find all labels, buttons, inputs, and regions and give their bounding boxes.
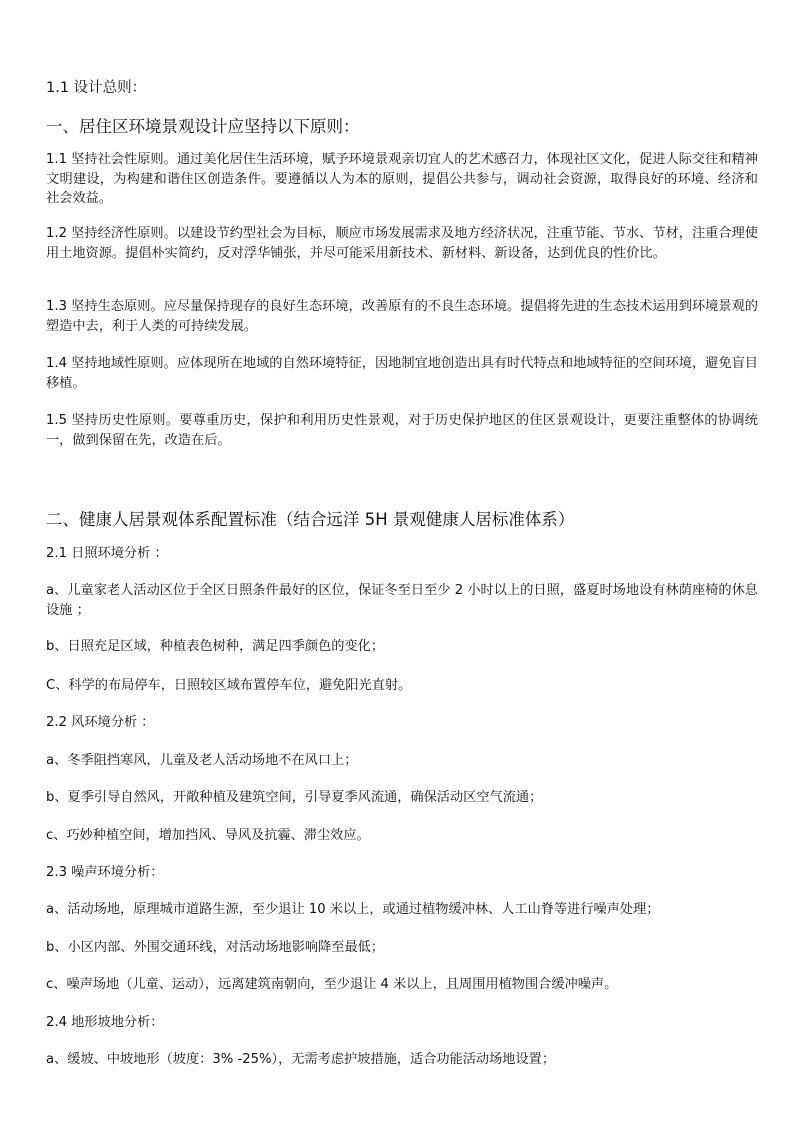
principle-regional: 1.4 坚持地域性原则。应体现所在地域的自然环境特征，因地制宜地创造出具有时代特点和地域特征的空间环境，避免盲目移植。 (46, 356, 758, 391)
noise-item-b: b、小区内部、外围交通环线，对活动场地影响降至最低； (46, 940, 385, 955)
subsection-title-sunlight: 2.1 日照环境分析 ： (46, 546, 168, 561)
noise-item-c: c、噪声场地（儿童、运动），远离建筑南朝向，至少退让 4 米以上，且周围用植物围合缓冲噪声。 (46, 977, 618, 992)
sunlight-item-c: C、科学的布局停车，日照较区域布置停车位，避免阳光直射。 (46, 678, 412, 693)
subsection-title-noise: 2.3 噪声环境分析： (46, 865, 164, 880)
subheading-residential-principles: 一、居住区环境景观设计应坚持以下原则： (46, 117, 360, 136)
wind-item-b: b、夏季引导自然风，开敞种植及建筑空间，引导夏季风流通，确保活动区空气流通； (46, 790, 543, 805)
subsection-title-wind: 2.2 风环境分析 ： (46, 715, 155, 730)
section-heading-design-principles: 1.1 设计总则： (46, 80, 147, 96)
principle-ecological: 1.3 坚持生态原则。应尽量保持现存的良好生态环境，改善原有的不良生态环境。提倡将先进的生态技术运用到环境景观的塑造中去，利于人类的可持续发展。 (46, 299, 758, 334)
terrain-item-a: a、缓坡、中坡地形（坡度：3% -25%），无需考虑护坡措施，适合功能活动场地设置； (46, 1052, 556, 1067)
sunlight-item-b: b、日照充足区域，种植表色树种，满足四季颜色的变化； (46, 639, 385, 654)
wind-item-a: a、冬季阻挡寒风，儿童及老人活动场地不在风口上； (46, 753, 358, 768)
wind-item-c: c、巧妙种植空间，增加挡风、导风及抗霾、滞尘效应。 (46, 828, 370, 843)
noise-item-a: a、活动场地，原理城市道路生源，至少退让 10 米以上，或通过植物缓冲林、人工山脊等进行噪声处理； (46, 902, 660, 917)
section-heading-health-landscape: 二、健康人居景观体系配置标准（结合远洋 5H 景观健康人居标准体系） (46, 510, 575, 529)
principle-historical: 1.5 坚持历史性原则。要尊重历史，保护和利用历史性景观，对于历史保护地区的住区景观设计，更要注重整体的协调统一，做到保留在先，改造在后。 (46, 413, 758, 448)
subsection-title-terrain: 2.4 地形坡地分析： (46, 1015, 164, 1030)
principle-economic: 1.2 坚持经济性原则。以建设节约型社会为目标，顺应市场发展需求及地方经济状况，注重节能、节水、节材，注重合理使用土地资源。提倡朴实简约，反对浮华铺张，并尽可能采用新技术、新材料、新设备，达到优良的性价比。 (46, 226, 758, 261)
sunlight-item-a: a、儿童家老人活动区位于全区日照条件最好的区位，保证冬至日至少 2 小时以上的日照，盛夏时场地设有林荫座椅的休息设施 ； (46, 583, 758, 618)
principle-social: 1.1 坚持社会性原则。通过美化居住生活环境，赋予环境景观亲切宜人的艺术感召力，体现社区文化，促进人际交往和精神文明建设，为构建和谐住区创造条件。要遵循以人为本的原则，提倡公共参与，调动社会资源，取得良好的环境、经济和社会效益。 (46, 152, 758, 206)
